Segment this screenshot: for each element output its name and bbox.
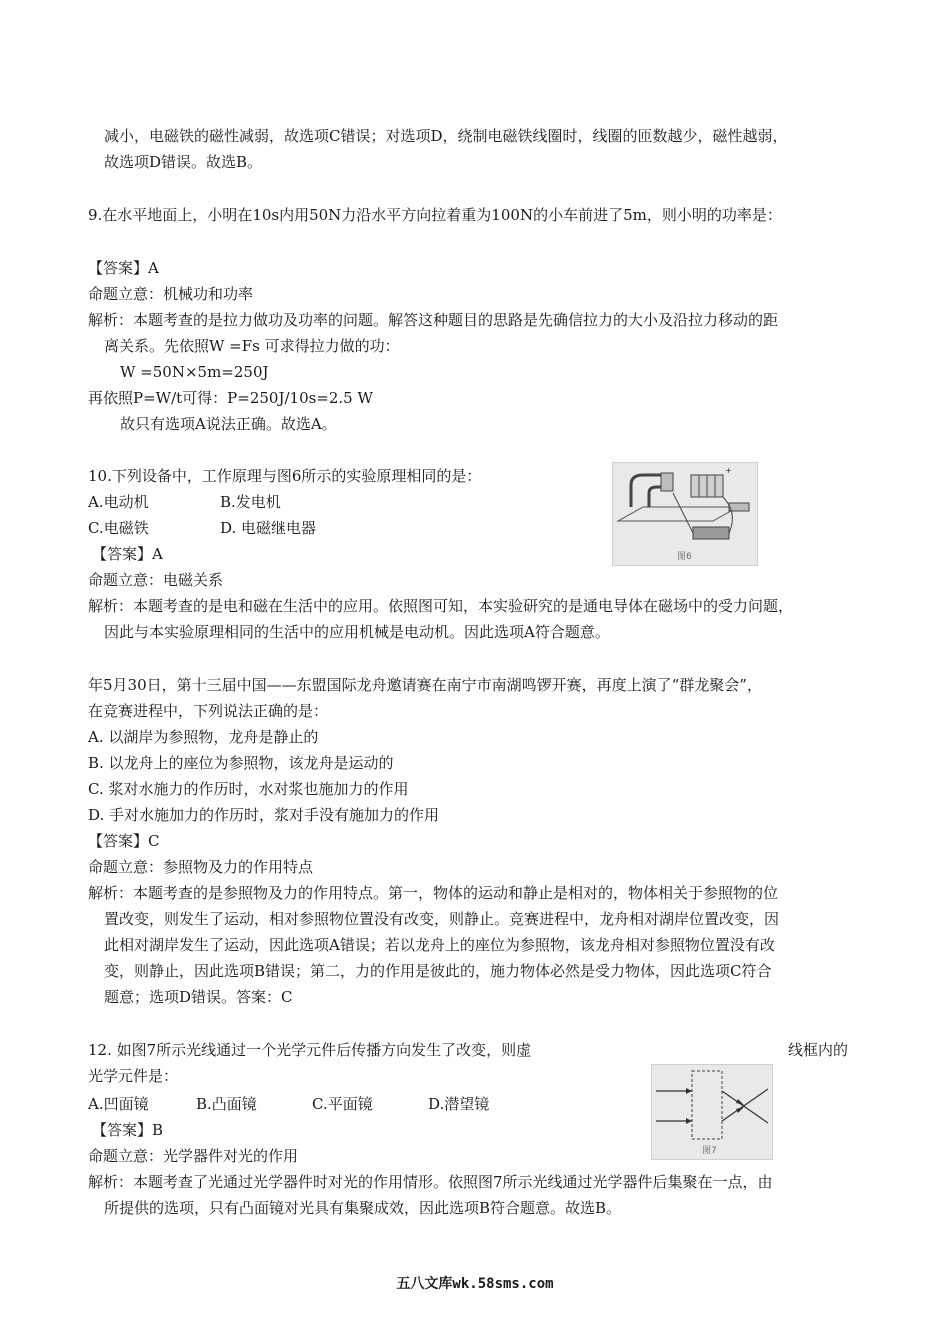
question-12: 线框内的 — [788, 1041, 849, 1059]
figure-7-image — [651, 1064, 773, 1160]
analysis: 解析：本题考查的是电和磁在生活中的应用。依照图可知，本实验研究的是通电导体在磁场中的受力问题， — [88, 597, 794, 615]
analysis: 解析：本题考查的是参照物及力的作用特点。第一，物体的运动和静止是相对的，物体相关于参照物的位 — [88, 884, 779, 902]
figure-6-image — [612, 462, 758, 566]
question-10: 10.下列设备中，工作原理与图6所示的实验原理相同的是： — [88, 467, 482, 485]
question-12: 光学元件是： — [88, 1067, 179, 1085]
analysis: 因此与本实验原理相同的生活中的应用机械是电动机。因此选项A符合题意。 — [104, 623, 610, 641]
answer: 【答案】C — [88, 832, 160, 850]
page-footer: 五八文库wk.58sms.com — [396, 1276, 554, 1292]
option-a: A.凹面镜 — [88, 1095, 149, 1113]
answer: 【答案】A — [92, 545, 163, 563]
figure-7-caption: 图7 — [702, 1146, 717, 1156]
formula: 再依照P=W/t可得：P=250J/10s=2.5 W — [88, 389, 373, 407]
topic: 命题立意：机械功和功率 — [88, 285, 254, 303]
option-d: D.潜望镜 — [428, 1095, 490, 1113]
question-11: 在竞赛进程中，下列说法正确的是： — [88, 702, 329, 720]
svg-text:+: + — [725, 466, 732, 475]
option-d: D. 电磁继电器 — [220, 519, 317, 537]
option-b: B.发电机 — [220, 493, 281, 511]
formula: W =50N×5m=250J — [120, 363, 269, 381]
topic: 命题立意：光学器件对光的作用 — [88, 1147, 299, 1165]
question-9: 9.在水平地面上，小明在10s内用50N力沿水平方向拉着重为100N的小车前进了5m，则小明的功率是： — [88, 206, 782, 224]
analysis: 变，则静止，因此选项B错误；第二，力的作用是彼此的，施力物体必然是受力物体，因此选项C符合 — [104, 962, 772, 980]
question-11: 年5月30日，第十三届中国——东盟国际龙舟邀请赛在南宁市南湖鸣锣开赛，再度上演了“群龙聚会”， — [88, 676, 762, 694]
option-d: D. 手对水施加力的作历时，浆对手没有施加力的作用 — [88, 806, 440, 824]
text-line: 减小，电磁铁的磁性减弱，故选项C错误；对选项D，绕制电磁铁线圈时，线圈的匝数越少，磁性越弱， — [104, 127, 788, 145]
analysis: 解析：本题考查了光通过光学器件时对光的作用情形。依照图7所示光线通过光学器件后集聚在一点，由 — [88, 1173, 773, 1191]
conclusion: 故只有选项A说法正确。故选A。 — [120, 415, 337, 433]
analysis: 所提供的选项，只有凸面镜对光具有集聚成效，因此选项B符合题意。故选B。 — [104, 1199, 622, 1217]
topic: 命题立意：电磁关系 — [88, 571, 224, 589]
analysis: 离关系。先依照W =Fs 可求得拉力做的功： — [104, 337, 400, 355]
text-line: 故选项D错误。故选B。 — [104, 153, 263, 171]
option-b: B. 以龙舟上的座位为参照物，该龙舟是运动的 — [88, 754, 394, 772]
answer: 【答案】A — [88, 259, 159, 277]
analysis: 此相对湖岸发生了运动，因此选项A错误；若以龙舟上的座位为参照物，该龙舟相对参照物位置没有改 — [104, 936, 775, 954]
answer: 【答案】B — [92, 1121, 164, 1139]
option-b: B.凸面镜 — [196, 1095, 257, 1113]
analysis: 解析：本题考查的是拉力做功及功率的问题。解答这种题目的思路是先确信拉力的大小及沿拉力移动的距 — [88, 311, 779, 329]
option-c: C.电磁铁 — [88, 519, 149, 537]
option-c: C. 浆对水施力的作历时，水对浆也施加力的作用 — [88, 780, 409, 798]
option-a: A. 以湖岸为参照物，龙舟是静止的 — [88, 728, 319, 746]
option-a: A.电动机 — [88, 493, 149, 511]
topic: 命题立意：参照物及力的作用特点 — [88, 858, 314, 876]
analysis: 置改变，则发生了运动，相对参照物位置没有改变，则静止。竞赛进程中，龙舟相对湖岸位置改变，因 — [104, 910, 780, 928]
analysis: 题意；选项D错误。答案：C — [104, 988, 293, 1006]
option-c: C.平面镜 — [312, 1095, 373, 1113]
question-12: 12. 如图7所示光线通过一个光学元件后传播方向发生了改变，则虚 — [88, 1041, 532, 1059]
figure-6-caption: 图6 — [677, 552, 692, 562]
